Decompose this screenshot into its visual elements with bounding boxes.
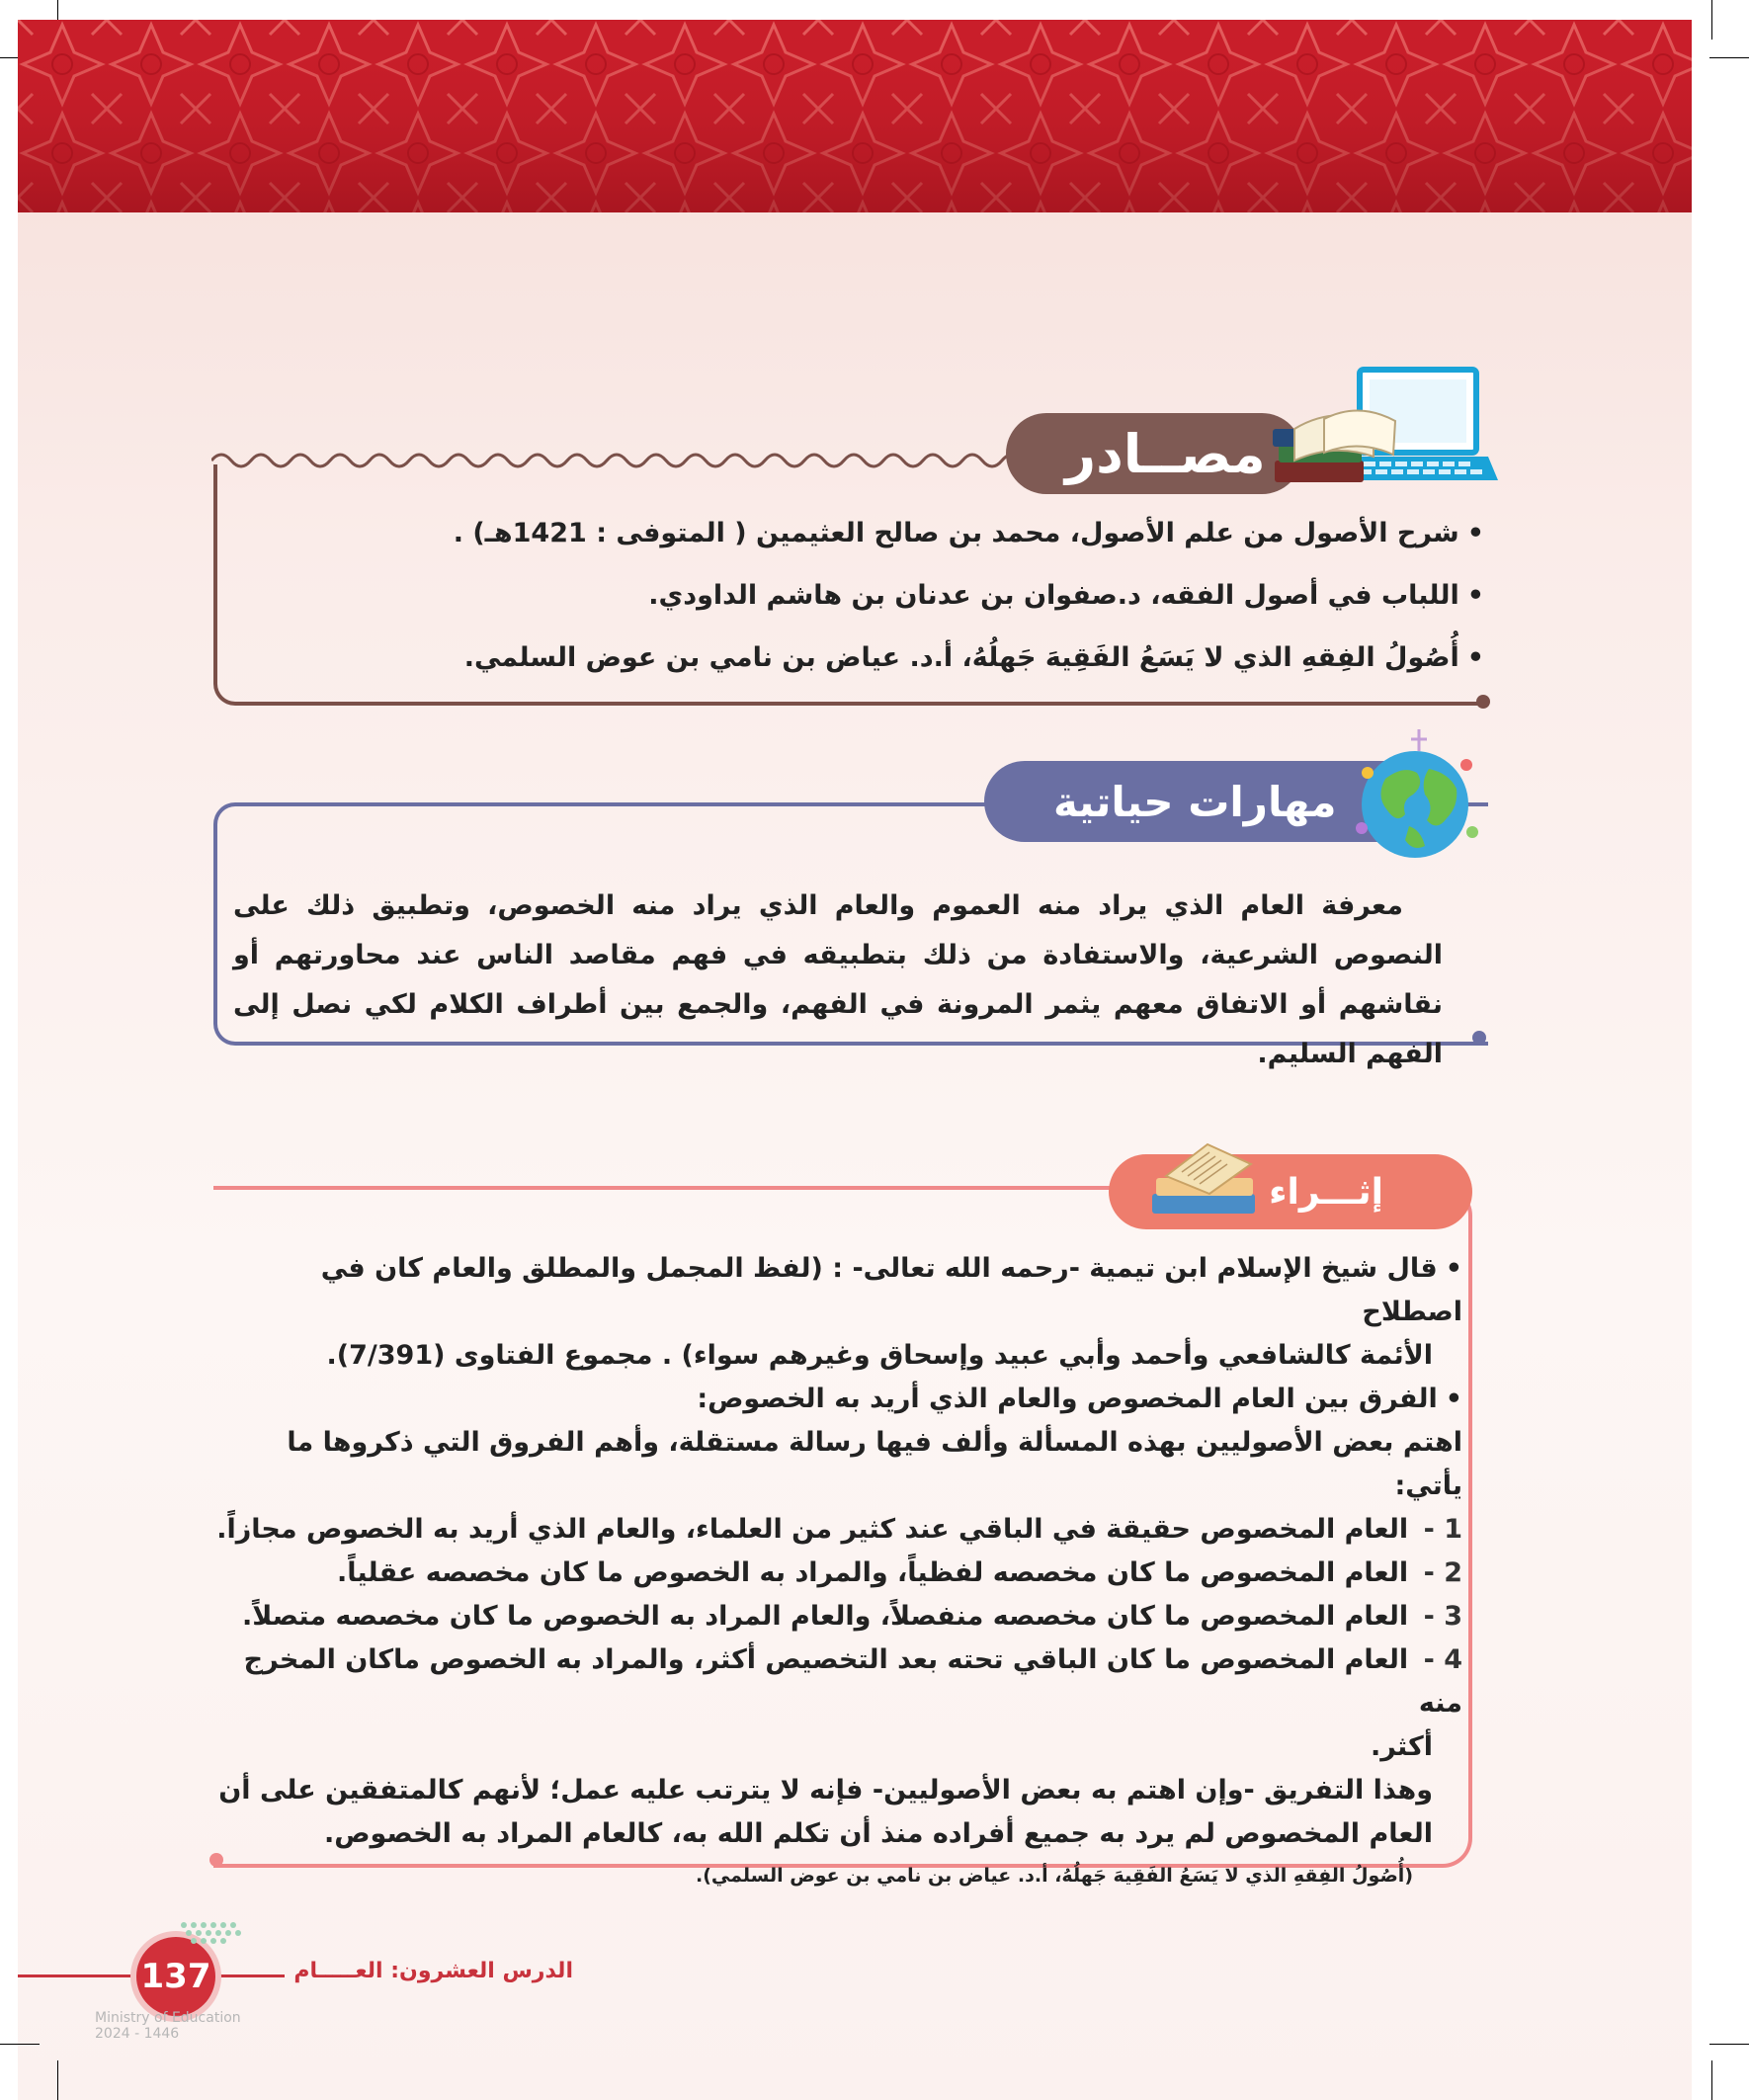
point-number: 2 - (1423, 1557, 1462, 1588)
point-text: العام المخصوص حقيقة في الباقي عند كثير من العلماء، والعام الذي أريد به الخصوص مجازاً. (216, 1514, 1409, 1545)
difference-point (215, 1508, 1462, 1552)
life-skills-text: معرفة العام الذي يراد منه العموم والعام الذي يراد منه الخصوص، وتطبيق ذلك على النصوص الشرعية، والاستفادة من ذلك بتطبيقه في فهم مقاصد الناس عند محاورتهم أو نقاشهم أو الاتفاق معهم يثمر المرونة في الفهم، والجمع بين أطراف الكلام لكي نصل إلى الفهم السليم. (233, 890, 1443, 1069)
bullet: • (1466, 518, 1484, 548)
source-text: اللباب في أصول الفقه، د.صفوان بن عدنان بن هاشم الداودي. (648, 580, 1459, 611)
bullet: • (1466, 580, 1484, 611)
heading-text: الفرق بين العام المخصوص والعام الذي أريد به الخصوص: (697, 1384, 1438, 1414)
bullet: • (1466, 642, 1484, 673)
crop-mark (57, 2060, 58, 2100)
bullet: • (1445, 1384, 1462, 1414)
books-laptop-icon (1265, 366, 1502, 494)
crop-mark (1711, 0, 1712, 40)
bullet: • (1445, 1253, 1462, 1284)
ministry-watermark (95, 1917, 273, 2042)
enrichment-intro: اهتم بعض الأصوليين بهذه المسألة وألف فيها رسالة مستقلة، وأهم الفروق التي ذكروها ما يأتي: (287, 1427, 1462, 1501)
source-item (200, 576, 1484, 638)
sources-title (1006, 413, 1302, 494)
source-item (200, 638, 1484, 701)
point-number: 1 - (1423, 1514, 1462, 1545)
crop-mark (1711, 2060, 1712, 2100)
enrichment-title-text: إثـــراء (1269, 1171, 1383, 1213)
ministry-name: Ministry of Education (95, 2010, 241, 2026)
ministry-year: 2024 - 1446 (95, 2026, 180, 2042)
difference-point (215, 1638, 1462, 1725)
source-text: أُصُولُ الفِقهِ الذي لا يَسَعُ الفَقِيهَ جَهلُهُ، أ.د. عياض بن نامي بن عوض السلمي. (463, 642, 1459, 673)
enrichment-quote-cont: الأئمة كالشافعي وأحمد وأبي عبيد وإسحاق وغيرهم سواء) . مجموع الفتاوى (7/391). (326, 1340, 1433, 1371)
point-number: 3 - (1423, 1601, 1462, 1632)
difference-point (215, 1552, 1462, 1595)
life-skills-title-text: مهارات حياتية (1053, 777, 1337, 826)
source-item (200, 514, 1484, 576)
enrichment-closing: وهذا التفريق -وإن اهتم به بعض الأصوليين- فإنه لا يترتب عليه عمل؛ لأنهم كالمتفقين على أن (218, 1775, 1433, 1806)
point-number: 4 - (1423, 1644, 1462, 1675)
book-stack-icon (1146, 1136, 1265, 1225)
point-text: العام المخصوص ما كان مخصصه منفصلاً، والعام المراد به الخصوص ما كان مخصصه متصلاً. (242, 1601, 1409, 1632)
point-text: العام المخصوص ما كان الباقي تحته بعد التخصيص أكثر، والمراد به الخصوص ماكان المخرج منه (243, 1644, 1462, 1719)
quote-text: قال شيخ الإسلام ابن تيمية -رحمه الله تعالى- : (لفظ المجمل والمطلق والعام كان في اصطلاح (320, 1253, 1462, 1327)
crop-mark (0, 2044, 40, 2045)
source-text: شرح الأصول من علم الأصول، محمد بن صالح العثيمين ( المتوفى : 1421هـ) . (453, 518, 1459, 548)
enrichment-difference-heading (215, 1378, 1462, 1421)
enrichment-closing: العام المخصوص لم يرد به جميع أفراده منذ أن تكلم الله به، كالعام المراد به الخصوص. (323, 1818, 1433, 1849)
sources-list (200, 514, 1484, 701)
sources-title-text: مصــادر (1065, 422, 1266, 485)
header-banner (18, 20, 1692, 212)
enrichment-citation: (أُصُولُ الفِقهِ الذي لا يَسَعُ الفَقِيهَ جَهلُهُ، أ.د. عياض بن نامي بن عوض السلمي). (696, 1865, 1413, 1887)
enrichment-quote (215, 1247, 1462, 1334)
enrichment-content (215, 1247, 1462, 1895)
corner-dot (1472, 1031, 1486, 1045)
page-number: 137 (136, 1937, 215, 2016)
globe-icon (1346, 729, 1484, 864)
difference-point (215, 1595, 1462, 1638)
ministry-logo-icon (95, 1917, 273, 1957)
point-text: العام المخصوص ما كان مخصصه لفظياً، والمراد به الخصوص ما كان مخصصه عقلياً. (337, 1557, 1409, 1588)
difference-point-cont: أكثر. (1370, 1731, 1433, 1762)
geometric-pattern (18, 20, 1692, 212)
lesson-title: الدرس العشرون: العـــــام (293, 1959, 573, 1983)
crop-mark (1709, 57, 1749, 58)
crop-mark (1709, 2044, 1749, 2045)
